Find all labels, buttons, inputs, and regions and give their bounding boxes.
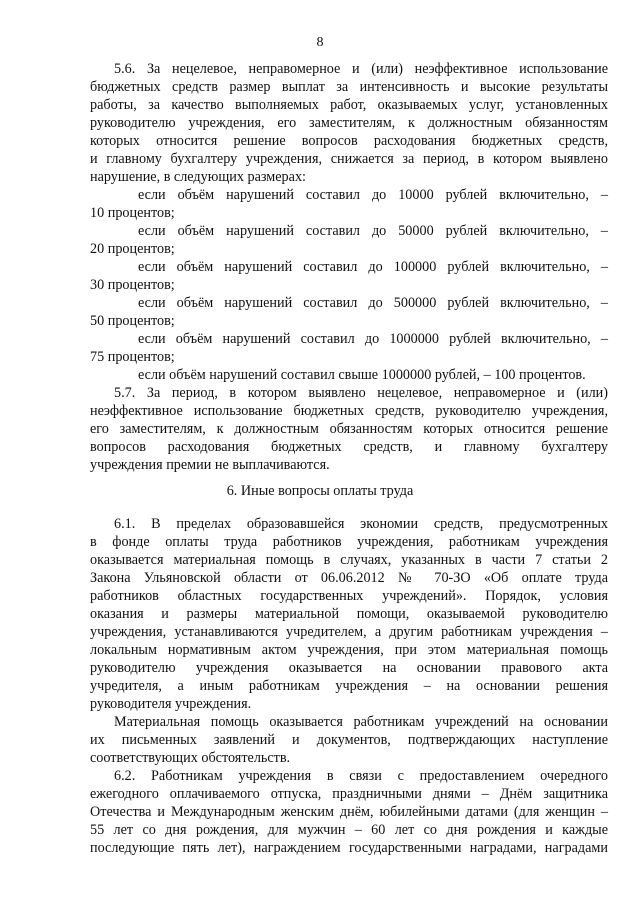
p61-line-8: локальным нормативным актом учреждения, при этом материальная помощь <box>90 642 608 658</box>
p61-line-10: учредителя, а иным работникам учреждения – на основании решения <box>90 678 608 694</box>
p61-line-9: руководителю учреждения оказывается на основании правового акта <box>90 660 608 676</box>
p61-line-1: 6.1. В пределах образовавшейся экономии средств, предусмотренных <box>114 516 608 532</box>
p61-line-6: оказания и размеры материальной помощи, оказываемой руководителю <box>90 606 608 622</box>
p57-line-1: 5.7. За период, в котором выявлено нецелевое, неправомерное и (или) <box>114 385 608 401</box>
p56-line-1: 5.6. За нецелевое, неправомерное и (или) неэффективное использование <box>114 61 608 77</box>
p61b-line-2: их письменных заявлений и документов, подтверждающих наступление <box>90 732 608 748</box>
p56-line-5: которых относится решение вопросов расходования бюджетных средств, <box>90 133 608 149</box>
p56-line-6: и главному бухгалтеру учреждения, снижается за период, в котором выявлено <box>90 151 608 167</box>
case-2-line-1: если объём нарушений составил до 50000 рублей включительно, – <box>138 223 608 239</box>
p56-line-4: руководителю учреждения, его заместителям, к должностным обязанностям <box>90 115 608 131</box>
case-5-line-1: если объём нарушений составил до 1000000 рублей включительно, – <box>138 331 608 347</box>
page-number: 8 <box>316 35 324 50</box>
p57-line-3: его заместителям, к должностным обязанностям которых относится решение <box>90 421 608 437</box>
p57-line-2: неэффективное использование бюджетных средств, руководителю учреждения, <box>90 403 608 419</box>
p61b-line-1: Материальная помощь оказывается работникам учреждений на основании <box>114 714 608 730</box>
p61b-line-3: соответствующих обстоятельств. <box>90 750 291 766</box>
case-4-line-2: 50 процентов; <box>90 313 175 329</box>
p57-line-5: учреждения премии не выплачиваются. <box>90 457 330 473</box>
p61-line-2: в фонде оплаты труда работников учреждения, работникам учреждения <box>90 534 608 550</box>
p61-line-4: Закона Ульяновской области от 06.06.2012 № 70-ЗО «Об оплате труда <box>90 570 608 586</box>
case-3-line-2: 30 процентов; <box>90 277 175 293</box>
p62-line-3: Отечества и Международным женским днём, юбилейными датами (для женщин – <box>90 804 608 820</box>
case-3-line-1: если объём нарушений составил до 100000 рублей включительно, – <box>138 259 608 275</box>
p62-line-5: последующие пять лет), награждением государственными наградами, наградами <box>90 840 608 856</box>
p57-line-4: вопросов расходования бюджетных средств, и главному бухгалтеру <box>90 439 608 455</box>
p61-line-3: оказывается материальная помощь в случаях, указанных в части 7 статьи 2 <box>90 552 608 568</box>
p56-line-7: нарушение, в следующих размерах: <box>90 169 306 185</box>
p62-line-1: 6.2. Работникам учреждения в связи с предоставлением очередного <box>114 768 608 784</box>
case-2-line-2: 20 процентов; <box>90 241 175 257</box>
p62-line-2: ежегодного оплачиваемого отпуска, праздничными днями – Днём защитника <box>90 786 608 802</box>
case-1-line-1: если объём нарушений составил до 10000 рублей включительно, – <box>138 187 608 203</box>
p61-line-7: учреждения, устанавливаются учредителем, а другим работникам учреждения – <box>90 624 608 640</box>
p56-line-2: бюджетных средств размер выплат за интенсивность и высокие результаты <box>90 79 608 95</box>
p62-line-4: 55 лет со дня рождения, для мужчин – 60 лет со дня рождения и каждые <box>90 822 608 838</box>
case-5-line-2: 75 процентов; <box>90 349 175 365</box>
case-6: если объём нарушений составил свыше 1000000 рублей, – 100 процентов. <box>138 367 586 383</box>
p61-line-11: руководителя учреждения. <box>90 696 252 712</box>
case-4-line-1: если объём нарушений составил до 500000 рублей включительно, – <box>138 295 608 311</box>
section-6-heading: 6. Иные вопросы оплаты труда <box>226 483 414 499</box>
p56-line-3: работы, за качество выполняемых работ, оказываемых услуг, установленных <box>90 97 608 113</box>
p61-line-5: работников областных государственных учреждений». Порядок, условия <box>90 588 608 604</box>
case-1-line-2: 10 процентов; <box>90 205 175 221</box>
